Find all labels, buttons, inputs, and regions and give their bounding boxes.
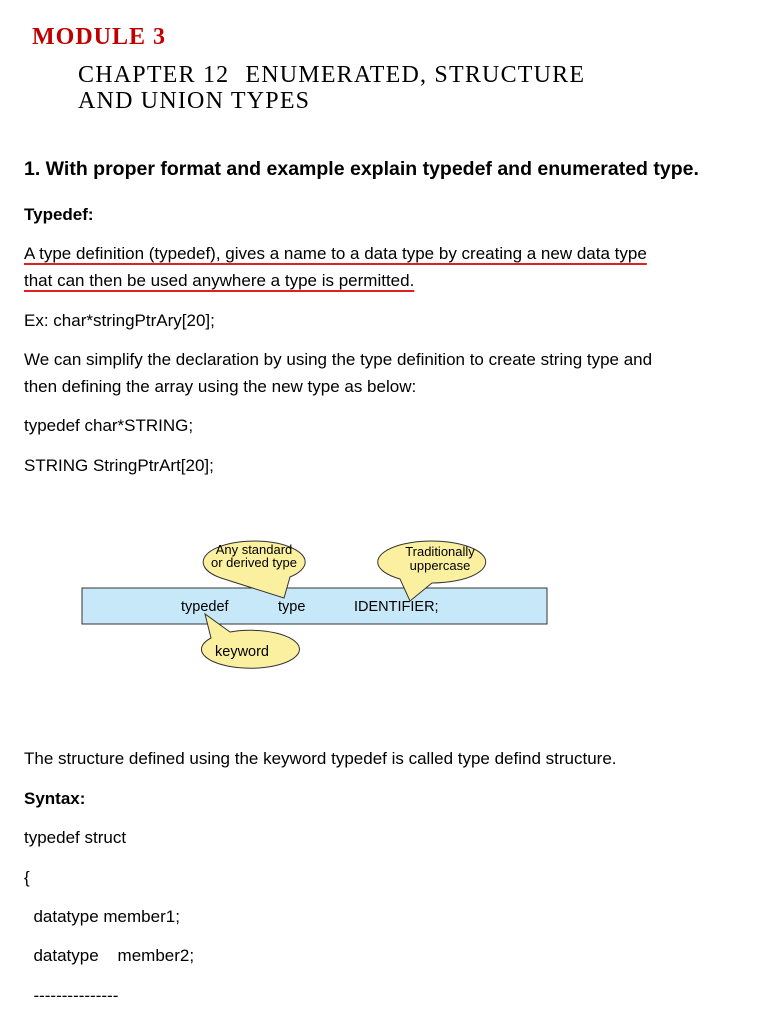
syntax-line: datatype member1; [24, 907, 180, 926]
structure-description: The structure defined using the keyword typedef is called type defind structure. [24, 749, 617, 768]
chapter-number: CHAPTER 12 [78, 62, 230, 88]
definition-line-1: A type definition (typedef), gives a name to a data type by creating a new data type [24, 244, 647, 263]
callout-identifier-text-1: Traditionally [405, 544, 475, 559]
syntax-heading: Syntax: [24, 789, 86, 808]
syntax-line: typedef struct [24, 828, 127, 847]
typedef-format-bar [82, 588, 547, 624]
chapter-title [78, 62, 738, 114]
definition-line-2: that can then be used anywhere a type is permitted. [24, 271, 415, 290]
typedef-format-diagram [0, 530, 768, 680]
module-title: MODULE 3 [32, 24, 166, 50]
typedef-heading: Typedef: [24, 205, 94, 224]
syntax-line: { [24, 868, 30, 887]
bar-label-type: type [278, 599, 306, 615]
code-typedef-string: typedef char*STRING; [24, 416, 194, 435]
chapter-title-line2: AND UNION TYPES [78, 88, 311, 114]
syntax-line: --------------- [24, 986, 119, 1005]
chapter-title-line1: ENUMERATED, STRUCTURE [245, 62, 586, 88]
code-string-array: STRING StringPtrArt[20]; [24, 456, 214, 475]
callout-keyword-text: keyword [215, 644, 269, 660]
syntax-line: datatype member2; [24, 946, 195, 965]
simplify-line-2: then defining the array using the new type as below: [24, 377, 417, 396]
question-heading: 1. With proper format and example explain typedef and enumerated type. [24, 158, 699, 180]
bar-label-identifier: IDENTIFIER; [354, 599, 439, 615]
bar-label-typedef: typedef [181, 599, 229, 615]
callout-type-text-1: Any standard [215, 542, 293, 557]
callout-type-text-2: or derived type [211, 555, 297, 570]
callout-identifier-text-2: uppercase [409, 558, 471, 573]
simplify-line-1: We can simplify the declaration by using the type definition to create string type and [24, 350, 653, 369]
example-declaration: Ex: char*stringPtrAry[20]; [24, 311, 215, 330]
